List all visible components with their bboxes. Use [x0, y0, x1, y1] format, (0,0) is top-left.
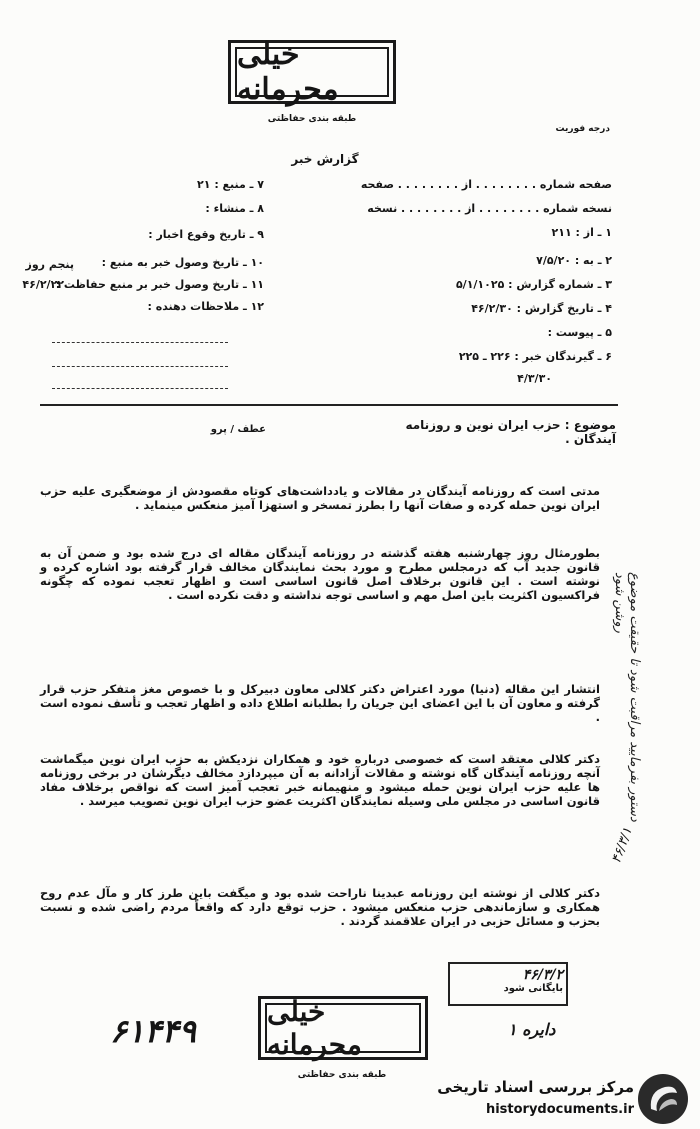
- archive-department: دایره ۱: [508, 1020, 556, 1039]
- archive-stamp-box: [448, 962, 568, 1006]
- paragraph-4: دکتر کلالی معتقد است که خصوصی درباره خود و همکاران نزدیکش به حزب ایران نوین میگماشت آنچه روزنامه آیندگان گاه نوشته و مقالات آزادانه به آن میپردازد مخالف دیگرشان در برخی روزنامه ها علیه حزب ایران نوین حمله میشود و منهیمانه خبر تعجب آمیز است که نواقص برخلاف مفاد قانون اساسی در مجلس ملی وسیله نمایندگان اکثریت عضو حزب ایران نوین تصویب میرسد .: [40, 752, 600, 808]
- paragraph-5: دکتر کلالی از نوشته این روزنامه عبدینا ناراحت شده بود و میگفت باین طرز کار و مآل عدم روح همکاری و سازماندهی حزب منعکس میشود . حزب توقع دارد که واقعاً مردم راضی شده و نسبت بحزب و مسائل حزبی در ایران علاقمند گردند .: [40, 886, 600, 928]
- degree-label: درجه فوریت: [555, 124, 610, 134]
- field-report-date: ۴ ـ تاریخ گزارش : ۴۶/۲/۳۰: [471, 302, 612, 315]
- left-value-2: ۴۶/۲/۲۲: [22, 278, 64, 291]
- field-copy-number: نسخه شماره . . . . . . . . از . . . . . . . . نسخه: [367, 202, 612, 215]
- top-classification-stamp: [228, 37, 396, 107]
- paragraph-1: مدتی است که روزنامه آیندگان در مقالات و یادداشت‌های کوتاه مقصودش از موضعگیری علیه حزب ایران نوین حمله کرده و صفات آنها را بطرز تمسخر و استهزا آمیز منعکس مینماید .: [40, 484, 600, 512]
- field-to: ۲ ـ به : ۷/۵/۲۰: [536, 254, 612, 267]
- dash-line: [52, 342, 228, 343]
- subject-reference: عطف / پرو: [210, 424, 266, 435]
- paragraph-2: بطورمثال روز چهارشنبه هفته گذشته در روزنامه آیندگان مقاله ای درج شده بود و ضمن آن به قانون جدید آب که درمجلس مطرح و مورد بحث نمایندگان مخالف قرار گرفته بود اشاره کرده و نوشته است . این قانون برخلاف اصل قانون اساسی است و اظهار تعجب نموده که چگونه فراکسیون اکثریت باین اصل مهم و اساسی توجه نداشته و دقت نکرده است .: [40, 546, 600, 602]
- watermark-logo-icon: [638, 1074, 688, 1124]
- bottom-handwritten-number: ۶۱۴۴۹: [110, 1012, 196, 1050]
- header-divider: [40, 404, 618, 406]
- field-security-receipt-date: ۱۱ ـ تاریخ وصول خبر بر منبع حفاظت :: [55, 278, 264, 291]
- dash-line: [52, 366, 228, 367]
- paragraph-3: انتشار این مقاله (دنیا) مورد اعتراض دکتر کلالی معاون دبیرکل و با خصوص مغز متفکر حزب قرار گرفته و معاون آن با این اعضای این جریان را بطلبانه اطلاع داده و اظهار تعجب و تأسف نموده است .: [40, 682, 600, 724]
- handwritten-margin-note: دستور بفرمایید مراقبت شود تا حقیقت موضوع روشن شود: [612, 572, 642, 822]
- field-origin: ۸ ـ منشاء :: [205, 202, 264, 215]
- archive-instruction: بایگانی شود: [503, 983, 563, 994]
- field-event-date: ۹ ـ تاریخ وقوع اخبار :: [148, 228, 264, 241]
- top-stamp-subtitle: طبقه بندی حفاظتی: [267, 114, 357, 124]
- top-stamp-text: خیلی محرمانه: [235, 47, 389, 97]
- bottom-stamp-text: خیلی محرمانه: [265, 1003, 421, 1053]
- field-source: ۷ ـ منبع : ۲۱: [197, 178, 264, 191]
- archive-date: ۴۶/۳/۲: [522, 967, 563, 983]
- field-receipt-date: ۱۰ ـ تاریخ وصول خبر به منبع :: [101, 256, 264, 269]
- bottom-classification-stamp: [258, 996, 428, 1060]
- field-page-number: صفحه شماره . . . . . . . . از . . . . . . . . صفحه: [360, 178, 612, 191]
- subject-line: موضوع : حزب ایران نوین و روزنامه آیندگان .: [405, 418, 616, 446]
- report-title: گزارش خبر: [291, 152, 359, 166]
- field-report-number: ۳ ـ شماره گزارش : ۵/۱/۱۰۲۵: [455, 278, 612, 291]
- watermark-text-fa: مرکز بررسی اسناد تاریخی: [437, 1078, 634, 1096]
- field-attachment: ۵ ـ پیوست :: [547, 326, 612, 339]
- left-value-1: پنجم روز: [25, 258, 74, 271]
- bottom-stamp-subtitle: طبقه بندی حفاظتی: [297, 1070, 387, 1080]
- field-from: ۱ ـ از : ۲۱۱: [551, 226, 612, 239]
- field-remarks: ۱۲ ـ ملاحظات دهنده :: [147, 300, 264, 313]
- margin-date: ۴۶/۳/۱: [609, 825, 636, 866]
- watermark-text-en: historydocuments.ir: [485, 1102, 634, 1117]
- field-extra-date: ۴/۳/۳۰: [517, 372, 552, 385]
- field-recipients: ۶ ـ گیرندگان خبر : ۲۲۶ ـ ۲۲۵: [458, 350, 612, 363]
- watermark: [418, 1078, 690, 1124]
- dash-line: [52, 388, 228, 389]
